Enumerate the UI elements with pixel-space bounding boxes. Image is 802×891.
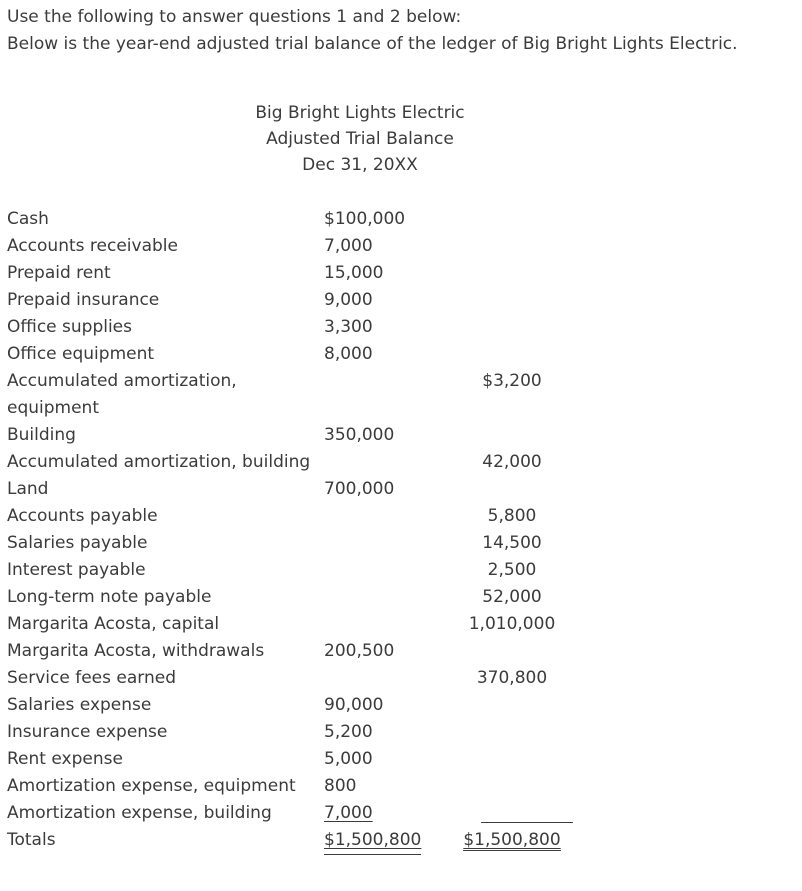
account-name: Margarita Acosta, withdrawals — [7, 641, 265, 661]
account-name: Office supplies — [7, 317, 133, 337]
report-heading — [0, 100, 720, 178]
table-row — [0, 746, 802, 773]
table-row — [0, 665, 802, 692]
table-row — [0, 368, 802, 422]
credit-amount: $3,200 — [482, 371, 542, 391]
debit-amount: 800 — [324, 776, 357, 796]
debit-amount: $100,000 — [324, 209, 406, 229]
account-name: Salaries payable — [7, 533, 148, 553]
debit-amount: 7,000 — [324, 803, 373, 823]
debit-amount: 3,300 — [324, 317, 373, 337]
table-row — [0, 638, 802, 665]
account-name: Prepaid rent — [7, 263, 111, 283]
debit-amount: 15,000 — [324, 263, 384, 283]
intro-text — [7, 4, 738, 58]
table-row — [0, 719, 802, 746]
credit-amount: 42,000 — [482, 452, 542, 472]
totals-row — [0, 827, 802, 854]
account-name: Prepaid insurance — [7, 290, 160, 310]
table-row — [0, 476, 802, 503]
report-title: Adjusted Trial Balance — [266, 129, 454, 149]
table-row — [0, 233, 802, 260]
credit-amount: 370,800 — [476, 668, 548, 688]
table-row — [0, 314, 802, 341]
table-row — [0, 800, 802, 827]
account-name: Rent expense — [7, 749, 123, 769]
report-date: Dec 31, 20XX — [302, 155, 418, 175]
account-name: Building — [7, 425, 76, 445]
table-row — [0, 692, 802, 719]
account-name: Insurance expense — [7, 722, 168, 742]
debit-amount: 5,000 — [324, 749, 373, 769]
account-name: Accumulated amortization, building — [7, 452, 311, 472]
account-name: Accumulated amortization, equipment — [7, 371, 237, 418]
debit-amount: 5,200 — [324, 722, 373, 742]
table-row — [0, 449, 802, 476]
total-credit-wrap — [452, 827, 572, 854]
table-row — [0, 287, 802, 314]
totals-label: Totals — [7, 830, 56, 850]
table-row — [0, 206, 802, 233]
table-row — [0, 503, 802, 530]
account-name: Accounts payable — [7, 506, 158, 526]
debit-amount: 350,000 — [324, 425, 395, 445]
account-name: Cash — [7, 209, 49, 229]
credit-amount: 2,500 — [487, 560, 537, 580]
account-name: Long-term note payable — [7, 587, 212, 607]
account-name: Margarita Acosta, capital — [7, 614, 220, 634]
total-credit: $1,500,800 — [463, 830, 561, 850]
account-name: Office equipment — [7, 344, 155, 364]
table-row — [0, 773, 802, 800]
account-name: Amortization expense, equipment — [7, 776, 296, 796]
intro-line-2: Below is the year-end adjusted trial balance of the ledger of Big Bright Lights Electric. — [7, 34, 738, 54]
account-name: Accounts receivable — [7, 236, 178, 256]
debit-amount: 90,000 — [324, 695, 384, 715]
table-row — [0, 584, 802, 611]
table-row — [0, 557, 802, 584]
table-row — [0, 530, 802, 557]
account-name: Service fees earned — [7, 668, 176, 688]
company-name: Big Bright Lights Electric — [255, 103, 465, 123]
debit-amount: 8,000 — [324, 344, 373, 364]
credit-amount: 14,500 — [482, 533, 542, 553]
credit-amount: 52,000 — [482, 587, 542, 607]
debit-amount: 200,500 — [324, 641, 395, 661]
table-row — [0, 341, 802, 368]
credit-amount: 1,010,000 — [468, 614, 556, 634]
debit-amount: 7,000 — [324, 236, 373, 256]
credit-amount: 5,800 — [487, 506, 537, 526]
account-name: Interest payable — [7, 560, 146, 580]
table-row — [0, 422, 802, 449]
account-name: Land — [7, 479, 49, 499]
debit-amount: 9,000 — [324, 290, 373, 310]
account-name: Amortization expense, building — [7, 803, 272, 823]
table-row — [0, 260, 802, 287]
intro-line-1: Use the following to answer questions 1 and 2 below: — [7, 7, 462, 27]
total-debit: $1,500,800 — [324, 827, 421, 855]
debit-amount: 700,000 — [324, 479, 395, 499]
account-name: Salaries expense — [7, 695, 152, 715]
table-row — [0, 611, 802, 638]
credit-rule-line — [481, 822, 573, 823]
